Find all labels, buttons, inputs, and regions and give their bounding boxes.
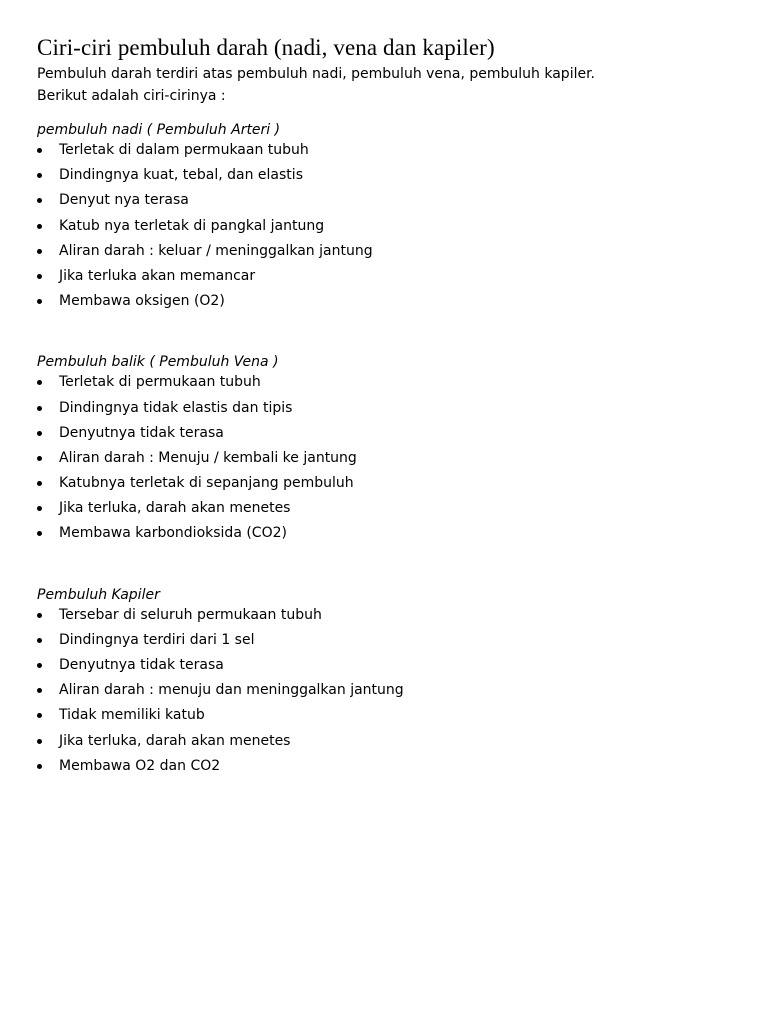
bullet-dot-icon [37, 274, 42, 279]
bullet-dot-icon [37, 299, 42, 304]
list-item [37, 731, 737, 756]
section-1 [37, 120, 737, 316]
list-item-text: Jika terluka, darah akan menetes [59, 500, 291, 517]
list-item [37, 372, 737, 397]
list-item [37, 605, 737, 630]
bullet-dot-icon [37, 456, 42, 461]
list-item [37, 266, 737, 291]
sections-container [37, 120, 737, 781]
list-item-text: Jika terluka, darah akan menetes [59, 732, 291, 749]
list-item-text: Katubnya terletak di sepanjang pembuluh [59, 475, 354, 492]
bullet-dot-icon [37, 406, 42, 411]
list-item-text: Jika terluka akan memancar [59, 267, 256, 284]
list-item-text: Aliran darah : menuju dan meninggalkan jantung [59, 682, 404, 699]
list-item [37, 630, 737, 655]
list-item [37, 216, 737, 241]
bullet-dot-icon [37, 638, 42, 643]
bullet-dot-icon [37, 531, 42, 536]
bullet-list [37, 372, 737, 548]
section-heading: Pembuluh Kapiler [37, 586, 160, 603]
list-item-text: Tidak memiliki katub [59, 707, 205, 724]
bullet-dot-icon [37, 148, 42, 153]
section-3 [37, 585, 737, 781]
list-item [37, 756, 737, 781]
list-item [37, 705, 737, 730]
list-item-text: Tersebar di seluruh permukaan tubuh [59, 606, 322, 623]
bullet-dot-icon [37, 688, 42, 693]
list-item [37, 165, 737, 190]
list-item [37, 498, 737, 523]
bullet-dot-icon [37, 173, 42, 178]
list-item-text: Denyutnya tidak terasa [59, 424, 224, 441]
list-item-text: Terletak di permukaan tubuh [59, 374, 261, 391]
list-item-text: Dindingnya tidak elastis dan tipis [59, 399, 293, 416]
list-item-text: Denyut nya terasa [59, 192, 189, 209]
list-item-text: Terletak di dalam permukaan tubuh [59, 142, 309, 158]
list-item [37, 241, 737, 266]
list-item-text: Membawa karbondioksida (CO2) [59, 525, 287, 542]
list-item [37, 140, 737, 165]
list-item [37, 291, 737, 316]
bullet-dot-icon [37, 764, 42, 769]
bullet-dot-icon [37, 613, 42, 618]
bullet-dot-icon [37, 249, 42, 254]
list-item [37, 655, 737, 680]
section-2 [37, 352, 737, 548]
list-item [37, 523, 737, 548]
section-heading: Pembuluh balik ( Pembuluh Vena ) [37, 354, 279, 371]
list-item-text: Membawa O2 dan CO2 [59, 757, 221, 774]
list-item [37, 448, 737, 473]
list-item-text: Aliran darah : keluar / meninggalkan jantung [59, 242, 373, 259]
bullet-dot-icon [37, 739, 42, 744]
list-item [37, 398, 737, 423]
bullet-list [37, 605, 737, 781]
list-item-text: Katub nya terletak di pangkal jantung [59, 217, 325, 234]
intro-text: Pembuluh darah terdiri atas pembuluh nadi, pembuluh vena, pembuluh kapiler. [37, 66, 596, 82]
list-item-text: Aliran darah : Menuju / kembali ke jantung [59, 449, 357, 466]
bullet-dot-icon [37, 663, 42, 668]
list-item [37, 190, 737, 215]
bullet-dot-icon [37, 380, 42, 385]
bullet-dot-icon [37, 481, 42, 486]
list-item-text: Dindingnya kuat, tebal, dan elastis [59, 167, 303, 184]
list-item-text: Membawa oksigen (O2) [59, 293, 225, 310]
list-item-text: Dindingnya terdiri dari 1 sel [59, 631, 255, 648]
bullet-dot-icon [37, 713, 42, 718]
section-heading: pembuluh nadi ( Pembuluh Arteri ) [37, 122, 281, 138]
document-page [37, 34, 737, 781]
list-item [37, 473, 737, 498]
list-item [37, 423, 737, 448]
bullet-dot-icon [37, 224, 42, 229]
bullet-list [37, 140, 737, 316]
page-title: Ciri-ciri pembuluh darah (nadi, vena dan kapiler) [37, 35, 495, 60]
bullet-dot-icon [37, 198, 42, 203]
bullet-dot-icon [37, 506, 42, 511]
list-item [37, 680, 737, 705]
bullet-dot-icon [37, 431, 42, 436]
list-item-text: Denyutnya tidak terasa [59, 657, 224, 673]
intro-subtext: Berikut adalah ciri-cirinya : [37, 88, 226, 104]
